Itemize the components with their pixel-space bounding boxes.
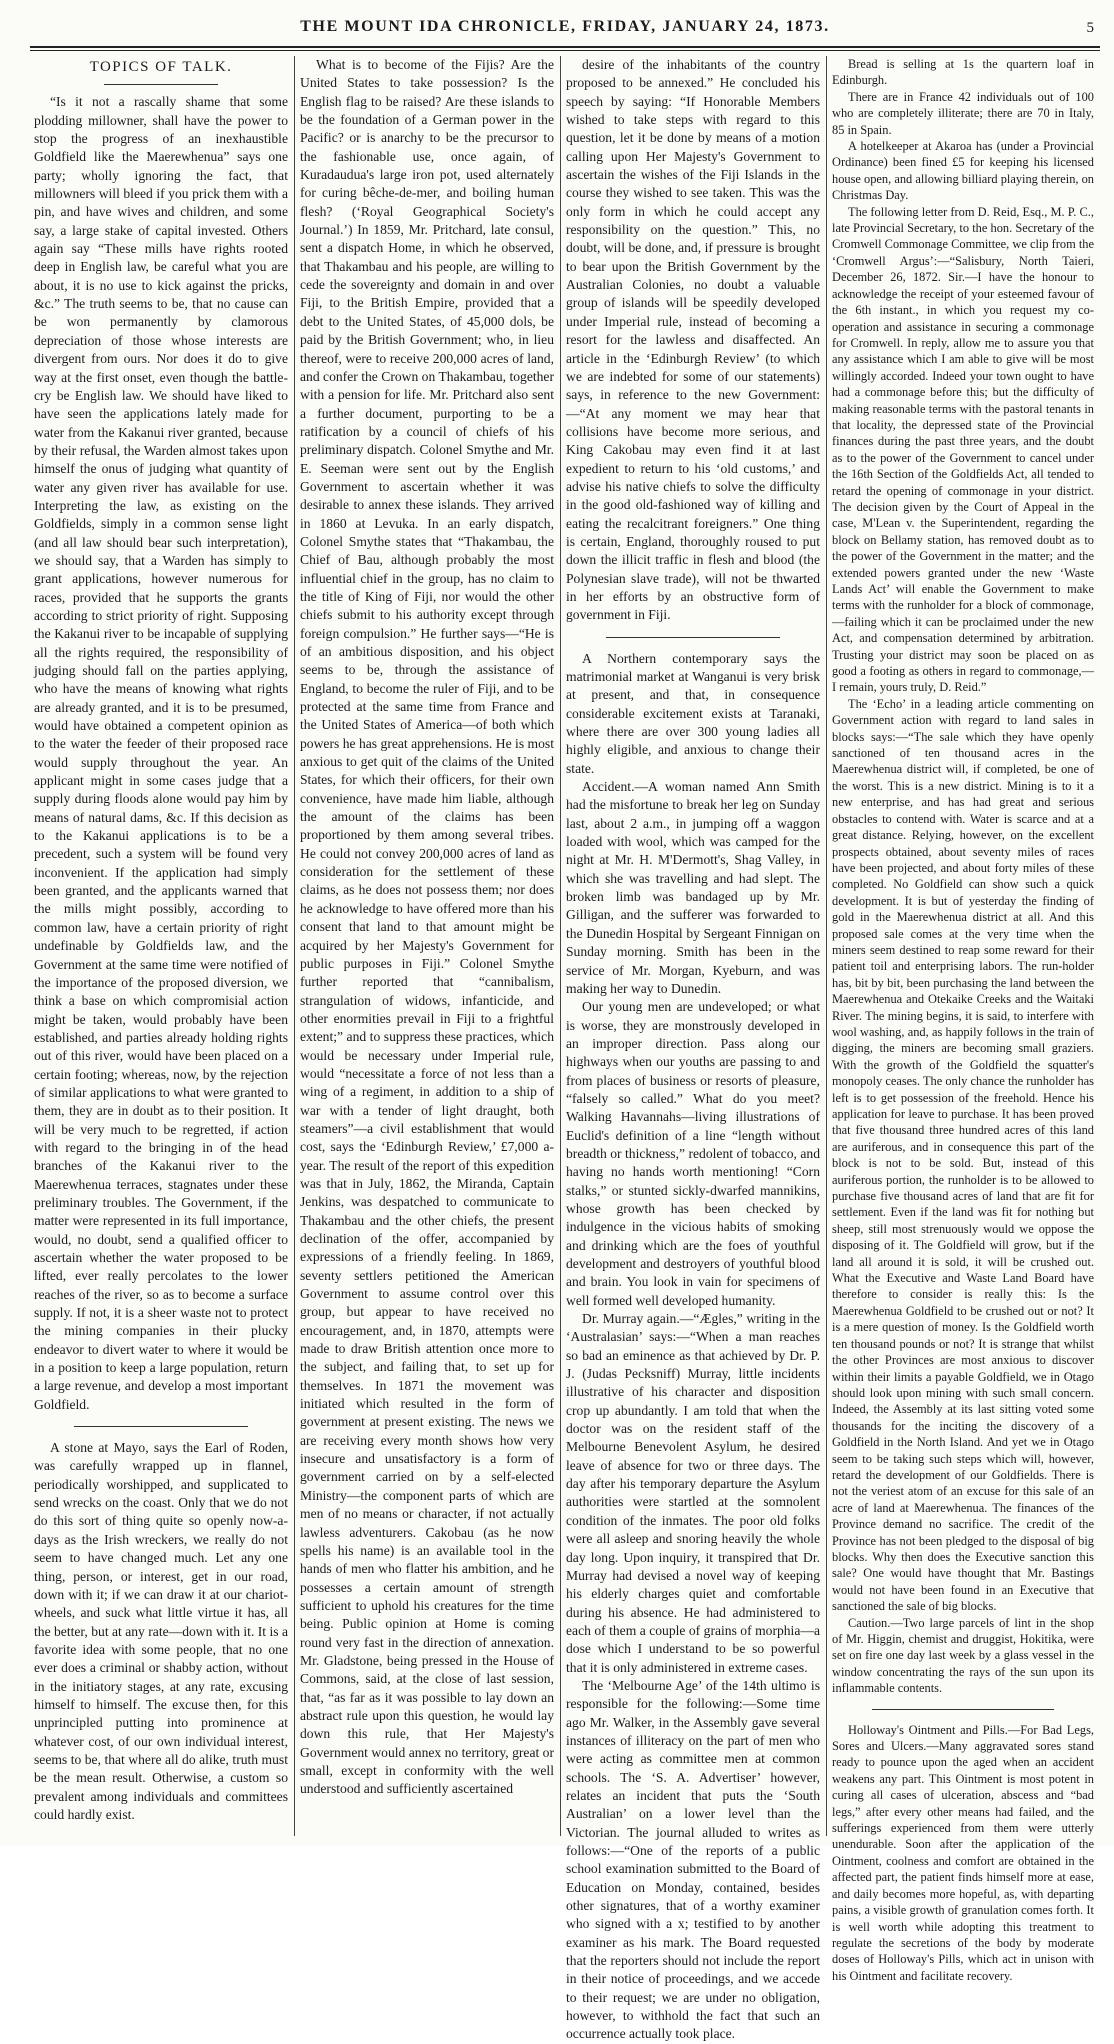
masthead — [30, 18, 1100, 48]
advertisement-paragraph: Holloway's Ointment and Pills.—For Bad Legs, Sores and Ulcers.—Many aggravated sores stand ready to pounce upon the aged when an accident weakens any part. This Ointment is most potent in curing all cases of ulceration, abscess and “bad legs,” after every other means had failed, and the sufferings experienced from them were utterly unendurable. Soon after the application of the Ointment, coolness and comfort are obtained in the affected part, the patient finds himself more at ease, and daily becomes more hopeful, as, with departing pains, a visible growth of granulation comes forth. It is well worth while adopting this treatment to regulate the secretions of the body by moderate doses of Holloway's Pills, which act in unison with his Ointment and facilitate recovery. — [832, 1722, 1094, 1983]
column-4 — [832, 56, 1094, 1983]
article-paragraph: “Is it not a rascally shame that some plodding millowner, shall have the power to stop the progress of an inexhaustible Goldfield like the Maerewhenua” says one party; wholly ignoring the fact, that millowners will bleed if you prick them with a pin, and have wives and children, and some say, a large stake of capital invested. Others again say “These mills have rights rooted deep in English law, be careful what you are about, it is no use to kick against the pricks, &c.” The truth seems to be, that no cause can be won permanently by clamorous depreciation of those whose interests are divergent from ours. Nor does it do to give way at the first onset, even though the battle-cry be English law. We should have liked to have seen the applications lately made for water from the Kakanui river granted, because by their refusal, the Warden almost takes upon himself the onus of judging what quantity of water any given river has available for use. Interpreting the law, as existing on the Goldfields, simply in a common sense light (and all law should bear such interpretation), we should say, that a Warden has simply to grant applications, however numerous for races, provided that he supports the grants according to strict priority of right. Supposing the Kakanui river to be incapable of supplying all the rights required, the responsibility of judging should fall on the parties applying, who have the means of knowing what rights are already granted, and it is to be presumed, would have obtained a competent opinion as to the water the feeder of their proposed race would supply throughout the year. An applicant might in some cases judge that a supply during floods alone would pay him by means of natural dams, &c. If this decision as to the Kakanui applications is to be a precedent, such a system will be found very inconvenient. If the application had simply been granted, and the applicants warned that the mills might possibly, according to common law, have a certain priority of right undefinable by Goldfields law, and the Government at the same time were notified of the importance of the proposed diversion, we think a base on which compromisial action might be taken, would probably have been established, and parties already holding rights out of this river, would have been placed on a certain footing; whereas, now, by the rejection of similar applications to what were granted to them, they are in doubt as to their position. It will be very much to be regretted, if action with regard to the bringing in of the head branches of the Kakanui river to the Maerewhenua terraces, stagnates under these preliminary troubles. The Government, if the matter were represented in its full importance, would, no doubt, send a qualified officer to ascertain whether the water proposed to be lifted, ever really percolates to the lower reaches of the river, so as to become a surface supply. If not, it is a sheer waste not to protect the mining companies in their plucky endeavor to divert water to where it would be in a position to keep a large population, return a large revenue, and develop a most important Goldfield. — [34, 94, 288, 1412]
article-paragraph: A hotelkeeper at Akaroa has (under a Provincial Ordinance) been fined £5 for keeping his licensed house open, and allowing billiard playing therein, on Christmas Day. — [832, 139, 1094, 203]
article-paragraph: Our young men are undeveloped; or what is worse, they are monstrously developed in an improper direction. Pass along our highways when our youths are passing to and from places of business or resorts of pleasure, “falsely so called.” What do you meet? Walking Havannahs—living illustrations of Euclid's definition of a line “length without breadth or thickness,” redolent of tobacco, and having no hands worth mentioning! “Corn stalks,” or stunted sickly-dwarfed mannikins, whose growth has been checked by indulgence in the vicious habits of smoking and drinking which are the foes of youthful development and destroyers of youthful blood and brain. You look in vain for specimens of well formed well developed humanity. — [566, 999, 820, 1308]
article-paragraph: A stone at Mayo, says the Earl of Roden, was carefully wrapped up in flannel, periodically worshipped, and supplicated to send wrecks on the coast. Only that we do not do this sort of thing quite so openly now-a-days as the Irish wreckers, we really do not seem to have changed much. Let any one thing, person, or interest, get in our road, down with it; if we can draw it at our chariot-wheels, and suck what little virtue it has, all the better, but at any rate—down with it. It is a favorite idea with some people, that no one ever does a criminal or shabby action, without in the initiatory stages, at any rate, excusing himself to himself. The excuse then, for this unprincipled putting into prominence at whatever cost, of our own individual interest, seems to be, that where all do alike, truth must be the mean result. Otherwise, a custom so prevalent among individuals and committees could hardly exist. — [34, 1440, 288, 1822]
header-rule-thin — [30, 50, 1100, 51]
article-paragraph: There are in France 42 individuals out of 100 who are completely illiterate; there are 70 in Italy, 85 in Spain. — [832, 89, 1094, 137]
newspaper-title: THE MOUNT IDA CHRONICLE, FRIDAY, JANUARY 24, 1873. — [300, 18, 830, 35]
column-2 — [300, 56, 554, 1836]
column-rule — [826, 56, 827, 1836]
page-number: 5 — [1086, 20, 1094, 36]
article-paragraph: Caution.—Two large parcels of lint in the shop of Mr. Higgin, chemist and druggist, Hokitika, were set on fire one day last week by a glass vessel in the window concentrating the rays of the sun upon its inflammable contents. — [832, 1615, 1094, 1696]
article-paragraph: A Northern contemporary says the matrimonial market at Wanganui is very brisk at present, and that, in consequence considerable excitement exists at Taranaki, where there are over 300 young ladies all highly eligible, and anxious to change their state. — [566, 650, 820, 776]
article-paragraph: The following letter from D. Reid, Esq., M. P. C., late Provincial Secretary, to the hon. Secretary of the Cromwell Commonage Committee, we clip from the ‘Cromwell Argus’:—“Salisbury, North Taieri, December 26, 1872. Sir.—I have the honour to acknowledge the receipt of your esteemed favour of the 6th instant., in which you request my co-operation and assistance in securing a commonage for Cromwell. In reply, allow me to assure you that any assistance which I am able to give will be most willingly accorded. Indeed your town ought to have had a commonage before this; but the difficulty of making reasonable terms with the pastoral tenants in that locality, the depressed state of the Provincial finances during the past three years, and the doubt as to the power of the Government to cancel under the 16th Section of the Goldfields Act, all tended to retard the opening of commonage in your district. The decision given by the Court of Appeal in the case, M'Lean v. the Superintendent, regarding the block on Bellamy station, has removed doubt as to the power of the Government in the matter; and the extended powers granted under the new ‘Waste Lands Act’ will enable the Government to make terms with the runholder for a block of commonage,—failing which it can be proclaimed under the new Act, and compensation determined by arbitration. Trusting your district may soon be placed on as good a footing as others in regard to commonage,—I remain, yours truly, D. Reid.” — [832, 204, 1094, 695]
column-1 — [34, 56, 288, 1836]
article-paragraph: The ‘Echo’ in a leading article commenting on Government action with regard to land sales in blocks says:—“The sale which they have openly sanctioned of ten thousand acres in the Maerewhenua district will, if completed, be one of the worst. This is a new district. Mining is to it a new enterprise, and has had great and serious obstacles to contend with. Water is scarce and at a great distance. Relying, however, on the excellent prospects obtained, about seventy miles of races have been projected, and about forty miles of these completed. No Goldfield can show such a quick development. It is but of yesterday the finding of gold in the Maerewhenua district at all. And this proposed sale comes at the very time when the miners seem destined to reap some reward for their patient toil and enterprising labors. The run-holder has, bit by bit, been purchasing the land between the Maerewhenua and Otekaike Creeks and the Waitaki River. The mining begins, it is said, to interfere with wool washing, and, as happily follows in the train of digging, the miners are becoming small graziers. With the growth of the Goldfield the squatter's monopoly ceases. The only chance the runholder has left is to get possession of the freehold. Hence his application for leave to purchase. It has been proved that five thousand three hundred acres of this land are auriferous, and in consequence this part of the block is not to be sold. But, instead of this auriferous portion, the runholder is to be allowed to purchase five thousand acres of land that are fit for settlement. Even if the land was fit for nothing but sheep, still most strenuously would we oppose the disposing of it. The Goldfield will grow, but if the land all around it is sold, it will be crushed out. What the Executive and Waste Land Board have therefore to consider is really this: Is the Maerewhenua Goldfield to be crushed out or not? It is a mere question of money. Is the Goldfield worth ten thousand pounds or not? It is strange that whilst the other Provinces are most anxious to discover within their limits a payable Goldfield, we in Otago should look upon mining with such small concern. Indeed, the Assembly at its last sitting voted some thousands for the inciting the discovery of a Goldfield in the North Island. And yet we in Otago seem to be taking such steps which will, however, retard the development of our Goldfields. There is not the veriest atom of an excuse for this sale of an acre of land at Maerewhenua. The finances of the Province demand no sacrifice. The credit of the Province has not been pledged to the disposal of big blocks. Why then does the Executive sanction this sale? One would have thought that Mr. Bastings would not have been found in an Executive that sanctioned the sale of big blocks. — [832, 696, 1094, 1614]
article-separator — [74, 1426, 248, 1427]
column-rule — [294, 56, 295, 1836]
article-paragraph: The ‘Melbourne Age’ of the 14th ultimo is responsible for the following:—Some time ago Mr. Walker, in the Assembly gave several instances of illiteracy on the part of men who were acting as committee men at common schools. The ‘S. A. Advertiser’ however, relates an incident that puts the ‘South Australian’ on a lower level than the Victorian. The journal alluded to writes as follows:—“One of the reports of a public school examination submitted to the Board of Education on Monday, contained, besides other signatures, that of a worthy examiner who signed with a x; testified to by another examiner as his mark. The Board requested that the reporters should not include the report in their notice of proceedings, and we accede to their request; we are under no obligation, however, to withhold the fact that such an occurrence actually took place. — [566, 1677, 820, 2042]
section-heading: TOPICS OF TALK. — [89, 59, 233, 75]
column-3 — [566, 56, 820, 2042]
header-rule — [30, 46, 1100, 48]
heading-underline — [104, 84, 218, 85]
column-rule — [560, 56, 561, 1836]
article-separator — [606, 637, 780, 638]
article-paragraph: Bread is selling at 1s the quartern loaf in Edinburgh. — [832, 57, 1094, 88]
article-paragraph: desire of the inhabitants of the country proposed to be annexed.” He concluded his speech by saying: “If Honorable Members wished to take steps with regard to this question, let it be done by means of a motion calling upon Her Majesty's Government to ascertain the wishes of the Fiji Islands in the course they wished to see taken. This was the only form in which he could accept any responsibility on the question.” This, no doubt, will be done, and, if pressure is brought to bear upon the British Government by the Australian Colonies, no doubt a valuable group of islands will be speedily developed under Imperial rule, instead of becoming a resort for the lawless and disaffected. An article in the ‘Edinburgh Review’ (to which we are indebted for some of our statements) says, in reference to the new Government:—“At any moment we may hear that collisions have become more serious, and King Cakobau may even find it at last expedient to return to his ‘old customs,’ and advise his native chiefs to solve the difficulty in the good old-fashioned way of killing and eating the recalcitrant foreigners.” One thing is certain, England, thoroughly roused to put down the illicit traffic in flesh and blood (the Polynesian slave trade), will not be thwarted in her efforts by an obstructive form of government in Fiji. — [566, 57, 820, 623]
article-paragraph: Accident.—A woman named Ann Smith had the misfortune to break her leg on Sunday last, about 2 a.m., in jumping off a waggon loaded with wool, which was camped for the night at Mr. H. M'Dermott's, Shag Valley, in which she was travelling and had slept. The broken limb was bandaged up by Mr. Gilligan, and the sufferer was forwarded to the Dunedin Hospital by Sergeant Finnigan on Sunday morning. Smith has been in the service of Mr. Morgan, Kyeburn, and was making her way to Dunedin. — [566, 779, 820, 996]
article-paragraph: Dr. Murray again.—“Ægles,” writing in the ‘Australasian’ says:—“When a man reaches so bad an eminence as that achieved by Dr. P. J. (Judas Pecksniff) Murray, little incidents illustrative of his character and disposition crop up abundantly. I am told that when the doctor was on the resident staff of the Melbourne Benevolent Asylum, he desired leave of absence for two or three days. The day after his temporary departure the Asylum authorities were startled at the somnolent condition of the inmates. The poor old folks were all asleep and snoring heavily the whole day long. Upon inquiry, it transpired that Dr. Murray had devised a novel way of keeping his elderly charges quiet and comfortable during his absence. He had administered to each of them a couple of grains of morphia—a dose which I understand to be so powerful that it is only administered in extreme cases. — [566, 1311, 820, 1675]
article-paragraph: What is to become of the Fijis? Are the United States to take possession? Is the English flag to be raised? Are these islands to be the foundation of a German power in the Pacific? or is anarchy to be the precursor to the fashionable use, once again, of Kuradaudua's large iron pot, used alternately for curing bêche-de-mer, and boiling human flesh? (‘Royal Geographical Society's Journal.’) In 1859, Mr. Pritchard, late consul, sent a dispatch Home, in which he observed, that Thakambau and his people, are willing to cede the sovereignty and domain in and over Fiji, to the British Empire, provided that a debt to the United States, of 45,000 dols, be paid by the British Government; who, in lieu thereof, were to receive 200,000 acres of land, and confer the Crown on Thakambau, together with a pension for life. Mr. Pritchard also sent a further document, purporting to be a ratification by a council of chiefs of his preliminary dispatch. Colonel Smythe and Mr. E. Seeman were sent out by the English Government to ascertain whether it was desirable to annex these islands. They arrived in 1860 at Levuka. In an early dispatch, Colonel Smythe states that “Thakambau, the Chief of Bau, although probably the most influential chief in the group, has no claim to the title of King of Fiji, nor would the other chiefs submit to his authority except through foreign compulsion.” He further says—“He is of an ambitious disposition, and his object seems to be, through the assistance of England, to become the ruler of Fiji, and to be protected at the same time from France and the United States of America—of both which powers he has great apprehensions. He is most anxious to get quit of the claims of the United States, for which their officers, for their own convenience, have made him liable, although the amount of the claims has been proportioned by them among several tribes. He could not convey 200,000 acres of land as consideration for the settlement of these claims, as he does not possess them; nor does he acknowledge to have offered more than his consent that land to that amount might be acquired by her Majesty's Government for public purposes in Fiji.” Colonel Smythe further reported that “cannibalism, strangulation of widows, infanticide, and other enormities prevail in Fiji to a frightful extent;” and to suppress these practices, which would be necessary under Imperial rule, would “necessitate a force of not less than a wing of a regiment, in addition to a ship of war with a tender of light draught, both steamers”—a civil establishment that would cost, says the ‘Edinburgh Review,’ £7,000 a-year. The result of the report of this expedition was that in July, 1862, the Miranda, Captain Jenkins, was despatched to communicate to Thakambau and the other chiefs, the present declination of the offer, accompanied by expressions of a friendly feeling. In 1869, seventy settlers petitioned the American Government to assume control over this group, but appear to have received no encouragement, and, in 1870, attempts were made to draw British attention once more to the subject, and failing that, to set up for themselves. In 1871 the movement was initiated which resulted in the form of government at present existing. The news we are receiving every month shows how very insecure and unsatisfactory is a form of government carried on by a self-elected Ministry—the component parts of which are men of no means or character, if not actually lawless adventurers. Cakobau (as he now spells his name) is an available tool in the hands of men who flatter his ambition, and he possesses a certain amount of strength sufficient to uphold his creatures for the time being. Public opinion at Home is coming round very fast in the direction of annexation. Mr. Gladstone, being pressed in the House of Commons, said, at the close of last session, that, “as far as it was possible to lay down an abstract rule upon this question, he would lay down this rule, that Her Majesty's Government would annex no territory, great or small, except in conformity with the well understood and sufficiently ascertained — [300, 57, 554, 1797]
article-separator — [872, 1709, 1054, 1710]
